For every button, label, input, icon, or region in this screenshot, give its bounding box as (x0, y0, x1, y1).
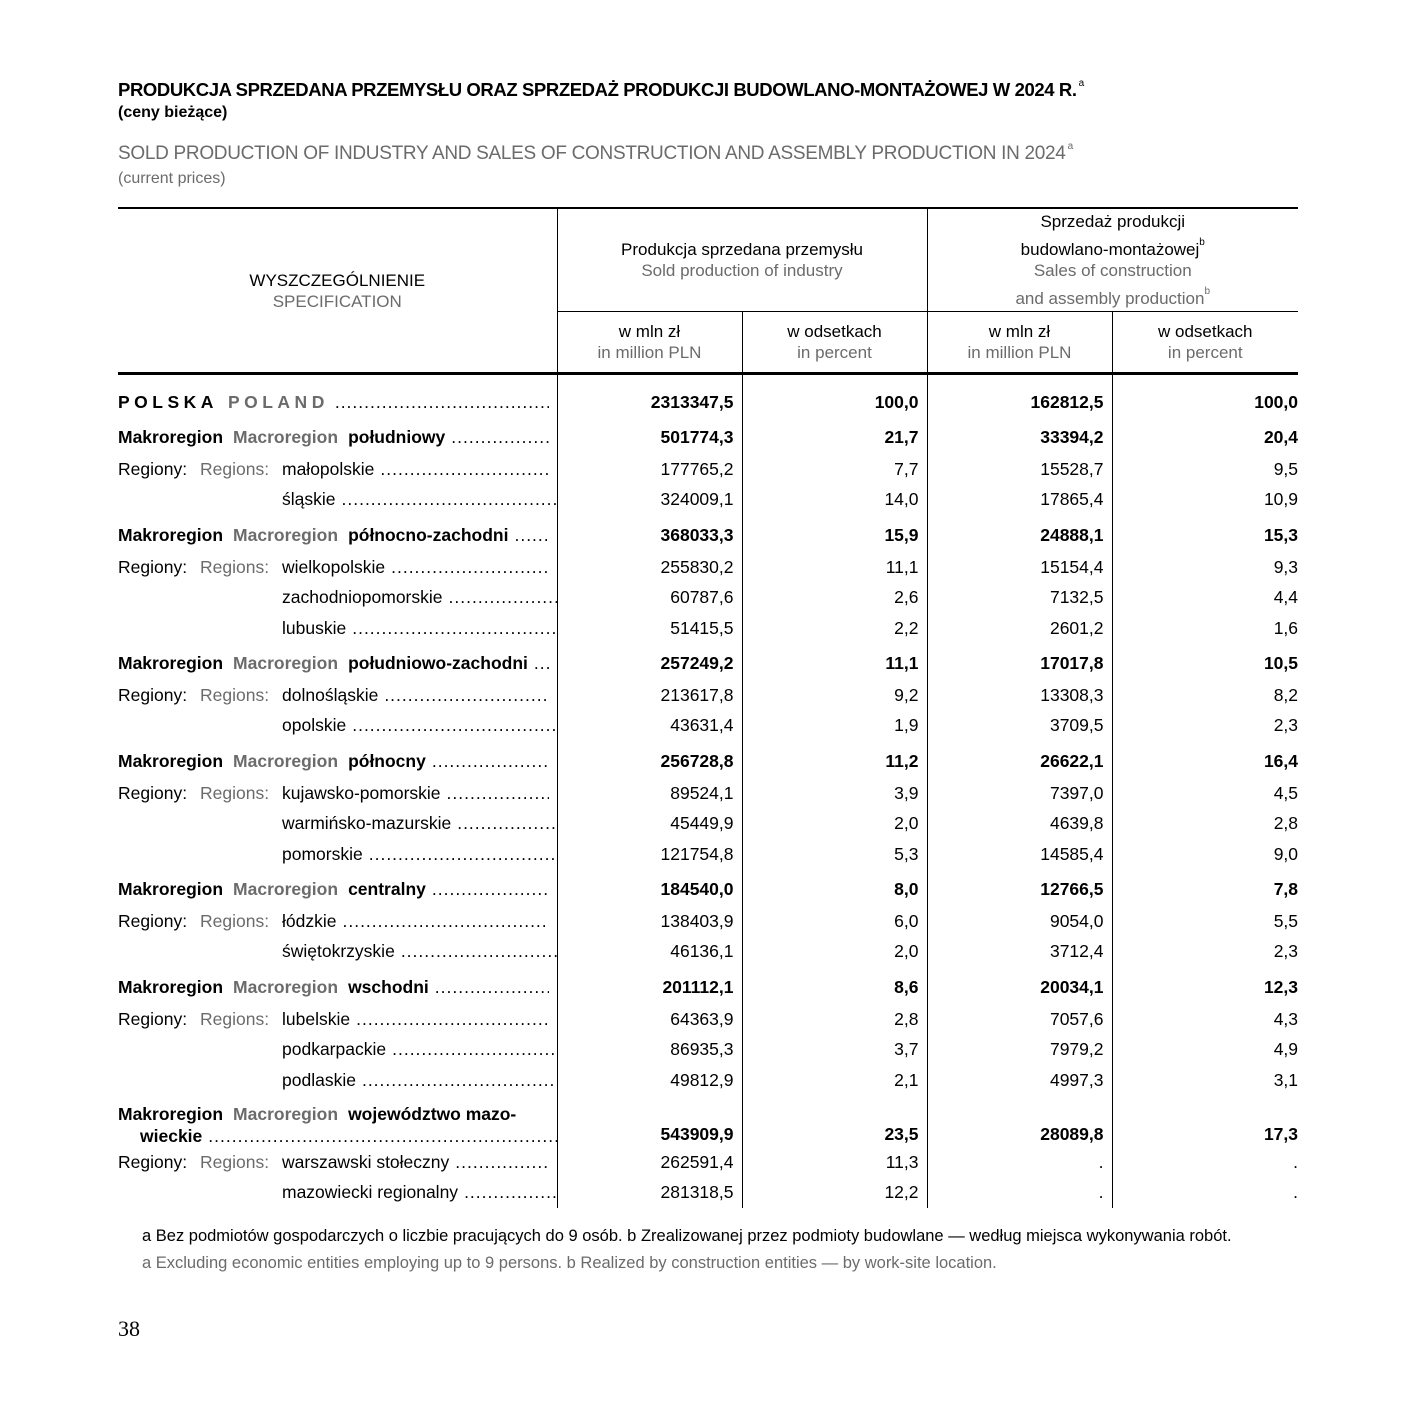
industry-pct-cell: 2,0 (742, 937, 927, 967)
construction-mln-cell: 7979,2 (927, 1034, 1112, 1064)
label-regions-pl: Regiony: (118, 459, 188, 480)
region-name: lubuskie (282, 617, 347, 638)
construction-pct-cell: 2,3 (1112, 937, 1298, 967)
label-macro-en: Macroregion (233, 878, 339, 899)
row-label (118, 741, 557, 778)
spec-header: WYSZCZEGÓLNIENIE SPECIFICATION (118, 208, 557, 374)
industry-pct-cell: 11,1 (742, 552, 927, 582)
industry-mln-cell: 138403,9 (557, 906, 742, 936)
label-poland-en: POLAND (227, 391, 329, 412)
industry-pct-cell: 21,7 (742, 417, 927, 454)
row-label (118, 1095, 557, 1147)
industry-mln-cell: 256728,8 (557, 741, 742, 778)
industry-pct-cell: 6,0 (742, 906, 927, 936)
construction-mln-cell: 162812,5 (927, 374, 1112, 418)
row-label (118, 374, 557, 418)
label-regions-en: Regions: (200, 685, 270, 706)
leader-dots (449, 587, 557, 608)
construction-mln-cell: . (927, 1178, 1112, 1208)
label-macro-en: Macroregion (233, 426, 339, 447)
row-label (118, 1004, 557, 1034)
construction-pct-cell: 8,2 (1112, 680, 1298, 710)
table-row (118, 711, 1298, 741)
leader-dots (451, 427, 548, 448)
footnote-pl: a Bez podmiotów gospodarczych o liczbie pracujących do 9 osób. b Zrealizowanej przez podmioty budowlane — według miejsca wykonywania robót. (142, 1227, 1232, 1246)
table-row (118, 485, 1298, 515)
table-row (118, 454, 1298, 484)
construction-pct-cell: 9,3 (1112, 552, 1298, 582)
row-label (118, 552, 557, 582)
region-name: podkarpackie (282, 1039, 387, 1060)
macro-name-line2: wieckie (140, 1126, 203, 1147)
construction-mln-cell: 7132,5 (927, 583, 1112, 613)
footnotes (118, 1226, 1298, 1274)
leader-dots (342, 489, 558, 510)
table-row (118, 967, 1298, 1004)
row-label (118, 417, 557, 454)
title-en: SOLD PRODUCTION OF INDUSTRY AND SALES OF CONSTRUCTION AND ASSEMBLY PRODUCTION IN 2024 $^a$ (118, 141, 1073, 164)
industry-mln-cell: 543909,9 (557, 1095, 742, 1147)
construction-pct-cell: 20,4 (1112, 417, 1298, 454)
industry-pct-cell: 2,1 (742, 1065, 927, 1095)
label-macro-en: Macroregion (233, 524, 339, 545)
label-regions-en: Regions: (200, 556, 270, 577)
construction-pct-cell: 15,3 (1112, 515, 1298, 552)
construction-mln-cell: 4997,3 (927, 1065, 1112, 1095)
subtitle-en: (current prices) (118, 170, 226, 187)
row-label (118, 454, 557, 484)
table-row (118, 680, 1298, 710)
region-name: pomorskie (282, 843, 363, 864)
industry-mln-cell: 184540,0 (557, 869, 742, 906)
industry-mln-cell: 201112,1 (557, 967, 742, 1004)
leader-dots (455, 1152, 548, 1173)
construction-pct-cell: 4,5 (1112, 778, 1298, 808)
row-label (118, 680, 557, 710)
leader-dots (356, 1009, 548, 1030)
construction-mln-cell: 4639,8 (927, 809, 1112, 839)
label-macro-pl: Makroregion (118, 878, 224, 899)
industry-pct-cell: 15,9 (742, 515, 927, 552)
construction-pct-cell: 4,3 (1112, 1004, 1298, 1034)
construction-pct-cell: 3,1 (1112, 1065, 1298, 1095)
leader-dots (342, 911, 548, 932)
table-row (118, 1034, 1298, 1064)
construction-mln-cell: 15154,4 (927, 552, 1112, 582)
industry-pct-cell: 100,0 (742, 374, 927, 418)
label-regions-en: Regions: (200, 782, 270, 803)
data-table (118, 207, 1298, 1208)
label-regions-en: Regions: (200, 910, 270, 931)
construction-pct-cell: 16,4 (1112, 741, 1298, 778)
construction-mln-cell: 24888,1 (927, 515, 1112, 552)
col-header-pct: w odsetkach in percent (1112, 312, 1298, 374)
construction-mln-cell: 20034,1 (927, 967, 1112, 1004)
construction-pct-cell: 9,5 (1112, 454, 1298, 484)
industry-pct-cell: 2,2 (742, 613, 927, 643)
subtitle-pl: (ceny bieżące) (118, 104, 228, 121)
construction-pct-cell: 4,9 (1112, 1034, 1298, 1064)
construction-pct-cell: . (1112, 1147, 1298, 1177)
leader-dots (464, 1182, 557, 1203)
industry-mln-cell: 262591,4 (557, 1147, 742, 1177)
region-name: warszawski stołeczny (282, 1151, 450, 1172)
row-label (118, 778, 557, 808)
macro-name: północny (348, 750, 426, 771)
construction-pct-cell: 4,4 (1112, 583, 1298, 613)
industry-mln-cell: 64363,9 (557, 1004, 742, 1034)
label-regions-pl: Regiony: (118, 685, 188, 706)
region-name: lubelskie (282, 1008, 351, 1029)
construction-mln-cell: 12766,5 (927, 869, 1112, 906)
label-regions-pl: Regiony: (118, 556, 188, 577)
table-row (118, 809, 1298, 839)
industry-mln-cell: 60787,6 (557, 583, 742, 613)
construction-mln-cell: 2601,2 (927, 613, 1112, 643)
industry-mln-cell: 501774,3 (557, 417, 742, 454)
construction-mln-cell: 26622,1 (927, 741, 1112, 778)
construction-group-header: Sprzedaż produkcji budowlano-montażowej$^b$ Sales of construction and assembly production$^b$ (927, 208, 1298, 312)
label-regions-pl: Regiony: (118, 1151, 188, 1172)
region-name: opolskie (282, 715, 347, 736)
construction-pct-cell: . (1112, 1178, 1298, 1208)
table-row (118, 643, 1298, 680)
region-name: zachodniopomorskie (282, 587, 443, 608)
label-regions-pl: Regiony: (118, 1008, 188, 1029)
label-macro-pl: Makroregion (118, 426, 224, 447)
construction-pct-cell: 10,5 (1112, 643, 1298, 680)
table-row (118, 906, 1298, 936)
industry-mln-cell: 45449,9 (557, 809, 742, 839)
row-label (118, 1147, 557, 1177)
leader-dots (435, 977, 549, 998)
industry-mln-cell: 89524,1 (557, 778, 742, 808)
construction-pct-cell: 17,3 (1112, 1095, 1298, 1147)
construction-pct-cell: 12,3 (1112, 967, 1298, 1004)
leader-dots (384, 685, 548, 706)
construction-pct-cell: 5,5 (1112, 906, 1298, 936)
industry-pct-cell: 7,7 (742, 454, 927, 484)
leader-dots (514, 525, 548, 546)
table-row (118, 1178, 1298, 1208)
region-name: warmińsko-mazurskie (282, 813, 452, 834)
table-row (118, 552, 1298, 582)
construction-mln-cell: 17865,4 (927, 485, 1112, 515)
industry-pct-cell: 2,6 (742, 583, 927, 613)
industry-mln-cell: 2313347,5 (557, 374, 742, 418)
construction-pct-cell: 7,8 (1112, 869, 1298, 906)
leader-dots (432, 751, 549, 772)
label-macro-pl: Makroregion (118, 524, 224, 545)
construction-mln-cell: 17017,8 (927, 643, 1112, 680)
construction-pct-cell: 100,0 (1112, 374, 1298, 418)
industry-mln-cell: 177765,2 (557, 454, 742, 484)
page (118, 72, 1298, 1274)
leader-dots (447, 783, 549, 804)
construction-mln-cell: 7397,0 (927, 778, 1112, 808)
col-header-mln: w mln zł in million PLN (927, 312, 1112, 374)
industry-mln-cell: 121754,8 (557, 839, 742, 869)
leader-dots (208, 1125, 557, 1147)
industry-mln-cell: 213617,8 (557, 680, 742, 710)
construction-mln-cell: 15528,7 (927, 454, 1112, 484)
label-regions-pl: Regiony: (118, 782, 188, 803)
construction-mln-cell: 28089,8 (927, 1095, 1112, 1147)
region-name: podlaskie (282, 1069, 356, 1090)
region-name: łódzkie (282, 910, 337, 931)
label-macro-en: Macroregion (233, 750, 339, 771)
industry-pct-cell: 11,3 (742, 1147, 927, 1177)
leader-dots (392, 1039, 557, 1060)
row-label (118, 1034, 557, 1064)
industry-pct-cell: 23,5 (742, 1095, 927, 1147)
row-label (118, 583, 557, 613)
construction-mln-cell: . (927, 1147, 1112, 1177)
table-body (118, 374, 1298, 1209)
region-name: kujawsko-pomorskie (282, 782, 441, 803)
macro-name-line1: Makroregion Macroregion województwo mazo- (118, 1104, 517, 1125)
industry-mln-cell: 49812,9 (557, 1065, 742, 1095)
construction-mln-cell: 9054,0 (927, 906, 1112, 936)
macro-name: wschodni (348, 976, 429, 997)
construction-mln-cell: 14585,4 (927, 839, 1112, 869)
label-macro-en: Macroregion (233, 976, 339, 997)
construction-mln-cell: 3712,4 (927, 937, 1112, 967)
construction-pct-cell: 9,0 (1112, 839, 1298, 869)
table-row (118, 741, 1298, 778)
label-regions-en: Regions: (200, 1008, 270, 1029)
industry-mln-cell: 86935,3 (557, 1034, 742, 1064)
leader-dots (362, 1070, 557, 1091)
row-label (118, 711, 557, 741)
industry-mln-cell: 324009,1 (557, 485, 742, 515)
industry-mln-cell: 46136,1 (557, 937, 742, 967)
construction-pct-cell: 1,6 (1112, 613, 1298, 643)
row-label (118, 869, 557, 906)
label-macro-pl: Makroregion (118, 976, 224, 997)
leader-dots (352, 715, 557, 736)
industry-mln-cell: 255830,2 (557, 552, 742, 582)
industry-group-header: Produkcja sprzedana przemysłu Sold production of industry (557, 208, 927, 312)
label-macro-pl: Makroregion (118, 750, 224, 771)
table-row (118, 1065, 1298, 1095)
title-pl: PRODUKCJA SPRZEDANA PRZEMYSŁU ORAZ SPRZEDAŻ PRODUKCJI BUDOWLANO-MONTAŻOWEJ W 2024 R. $^a$ (118, 78, 1084, 100)
industry-pct-cell: 5,3 (742, 839, 927, 869)
leader-dots (432, 879, 549, 900)
industry-pct-cell: 14,0 (742, 485, 927, 515)
construction-mln-cell: 13308,3 (927, 680, 1112, 710)
table-row (118, 583, 1298, 613)
macro-name: południowy (348, 426, 446, 447)
table-row (118, 869, 1298, 906)
table-row (118, 839, 1298, 869)
leader-dots (335, 392, 549, 413)
table-row (118, 778, 1298, 808)
table-row (118, 515, 1298, 552)
leader-dots (457, 813, 557, 834)
label-macro-pl: Makroregion (118, 652, 224, 673)
industry-mln-cell: 51415,5 (557, 613, 742, 643)
label-regions-en: Regions: (200, 1151, 270, 1172)
industry-mln-cell: 281318,5 (557, 1178, 742, 1208)
construction-pct-cell: 10,9 (1112, 485, 1298, 515)
industry-pct-cell: 1,9 (742, 711, 927, 741)
leader-dots (401, 941, 557, 962)
construction-mln-cell: 3709,5 (927, 711, 1112, 741)
row-label (118, 515, 557, 552)
row-label (118, 809, 557, 839)
row-label (118, 643, 557, 680)
col-header-mln: w mln zł in million PLN (557, 312, 742, 374)
region-name: mazowiecki regionalny (282, 1182, 459, 1203)
industry-mln-cell: 368033,3 (557, 515, 742, 552)
industry-pct-cell: 9,2 (742, 680, 927, 710)
row-label (118, 839, 557, 869)
leader-dots (380, 459, 548, 480)
industry-pct-cell: 3,9 (742, 778, 927, 808)
industry-pct-cell: 12,2 (742, 1178, 927, 1208)
industry-pct-cell: 3,7 (742, 1034, 927, 1064)
industry-pct-cell: 2,0 (742, 809, 927, 839)
region-name: świętokrzyskie (282, 941, 395, 962)
industry-mln-cell: 257249,2 (557, 643, 742, 680)
leader-dots (391, 557, 548, 578)
table-row (118, 374, 1298, 418)
row-label (118, 906, 557, 936)
row-label (118, 967, 557, 1004)
col-header-pct: w odsetkach in percent (742, 312, 927, 374)
region-name: dolnośląskie (282, 685, 379, 706)
region-name: śląskie (282, 489, 336, 510)
table-row (118, 1004, 1298, 1034)
page-number: 38 (118, 1316, 140, 1341)
table-row (118, 1147, 1298, 1177)
macro-name: południowo-zachodni (348, 652, 528, 673)
leader-dots (534, 653, 549, 674)
industry-mln-cell: 43631,4 (557, 711, 742, 741)
row-label (118, 485, 557, 515)
construction-mln-cell: 7057,6 (927, 1004, 1112, 1034)
row-label (118, 1178, 557, 1208)
construction-pct-cell: 2,3 (1112, 711, 1298, 741)
row-label (118, 1065, 557, 1095)
construction-mln-cell: 33394,2 (927, 417, 1112, 454)
macro-name: centralny (348, 878, 426, 899)
table-row (118, 1095, 1298, 1147)
construction-pct-cell: 2,8 (1112, 809, 1298, 839)
row-label (118, 937, 557, 967)
region-name: małopolskie (282, 459, 375, 480)
industry-pct-cell: 8,6 (742, 967, 927, 1004)
industry-pct-cell: 11,1 (742, 643, 927, 680)
row-label (118, 613, 557, 643)
industry-pct-cell: 2,8 (742, 1004, 927, 1034)
leader-dots (352, 618, 557, 639)
table-row (118, 613, 1298, 643)
macro-name: północno-zachodni (348, 524, 509, 545)
region-name: wielkopolskie (282, 556, 386, 577)
label-regions-en: Regions: (200, 459, 270, 480)
leader-dots (369, 844, 557, 865)
label-macro-en: Macroregion (233, 652, 339, 673)
table-row (118, 937, 1298, 967)
table-row (118, 417, 1298, 454)
label-poland-pl: POLSKA (118, 391, 218, 412)
industry-pct-cell: 8,0 (742, 869, 927, 906)
industry-pct-cell: 11,2 (742, 741, 927, 778)
label-regions-pl: Regiony: (118, 910, 188, 931)
footnote-en: a Excluding economic entities employing up to 9 persons. b Realized by construction entities — by work-site location. (142, 1254, 997, 1273)
